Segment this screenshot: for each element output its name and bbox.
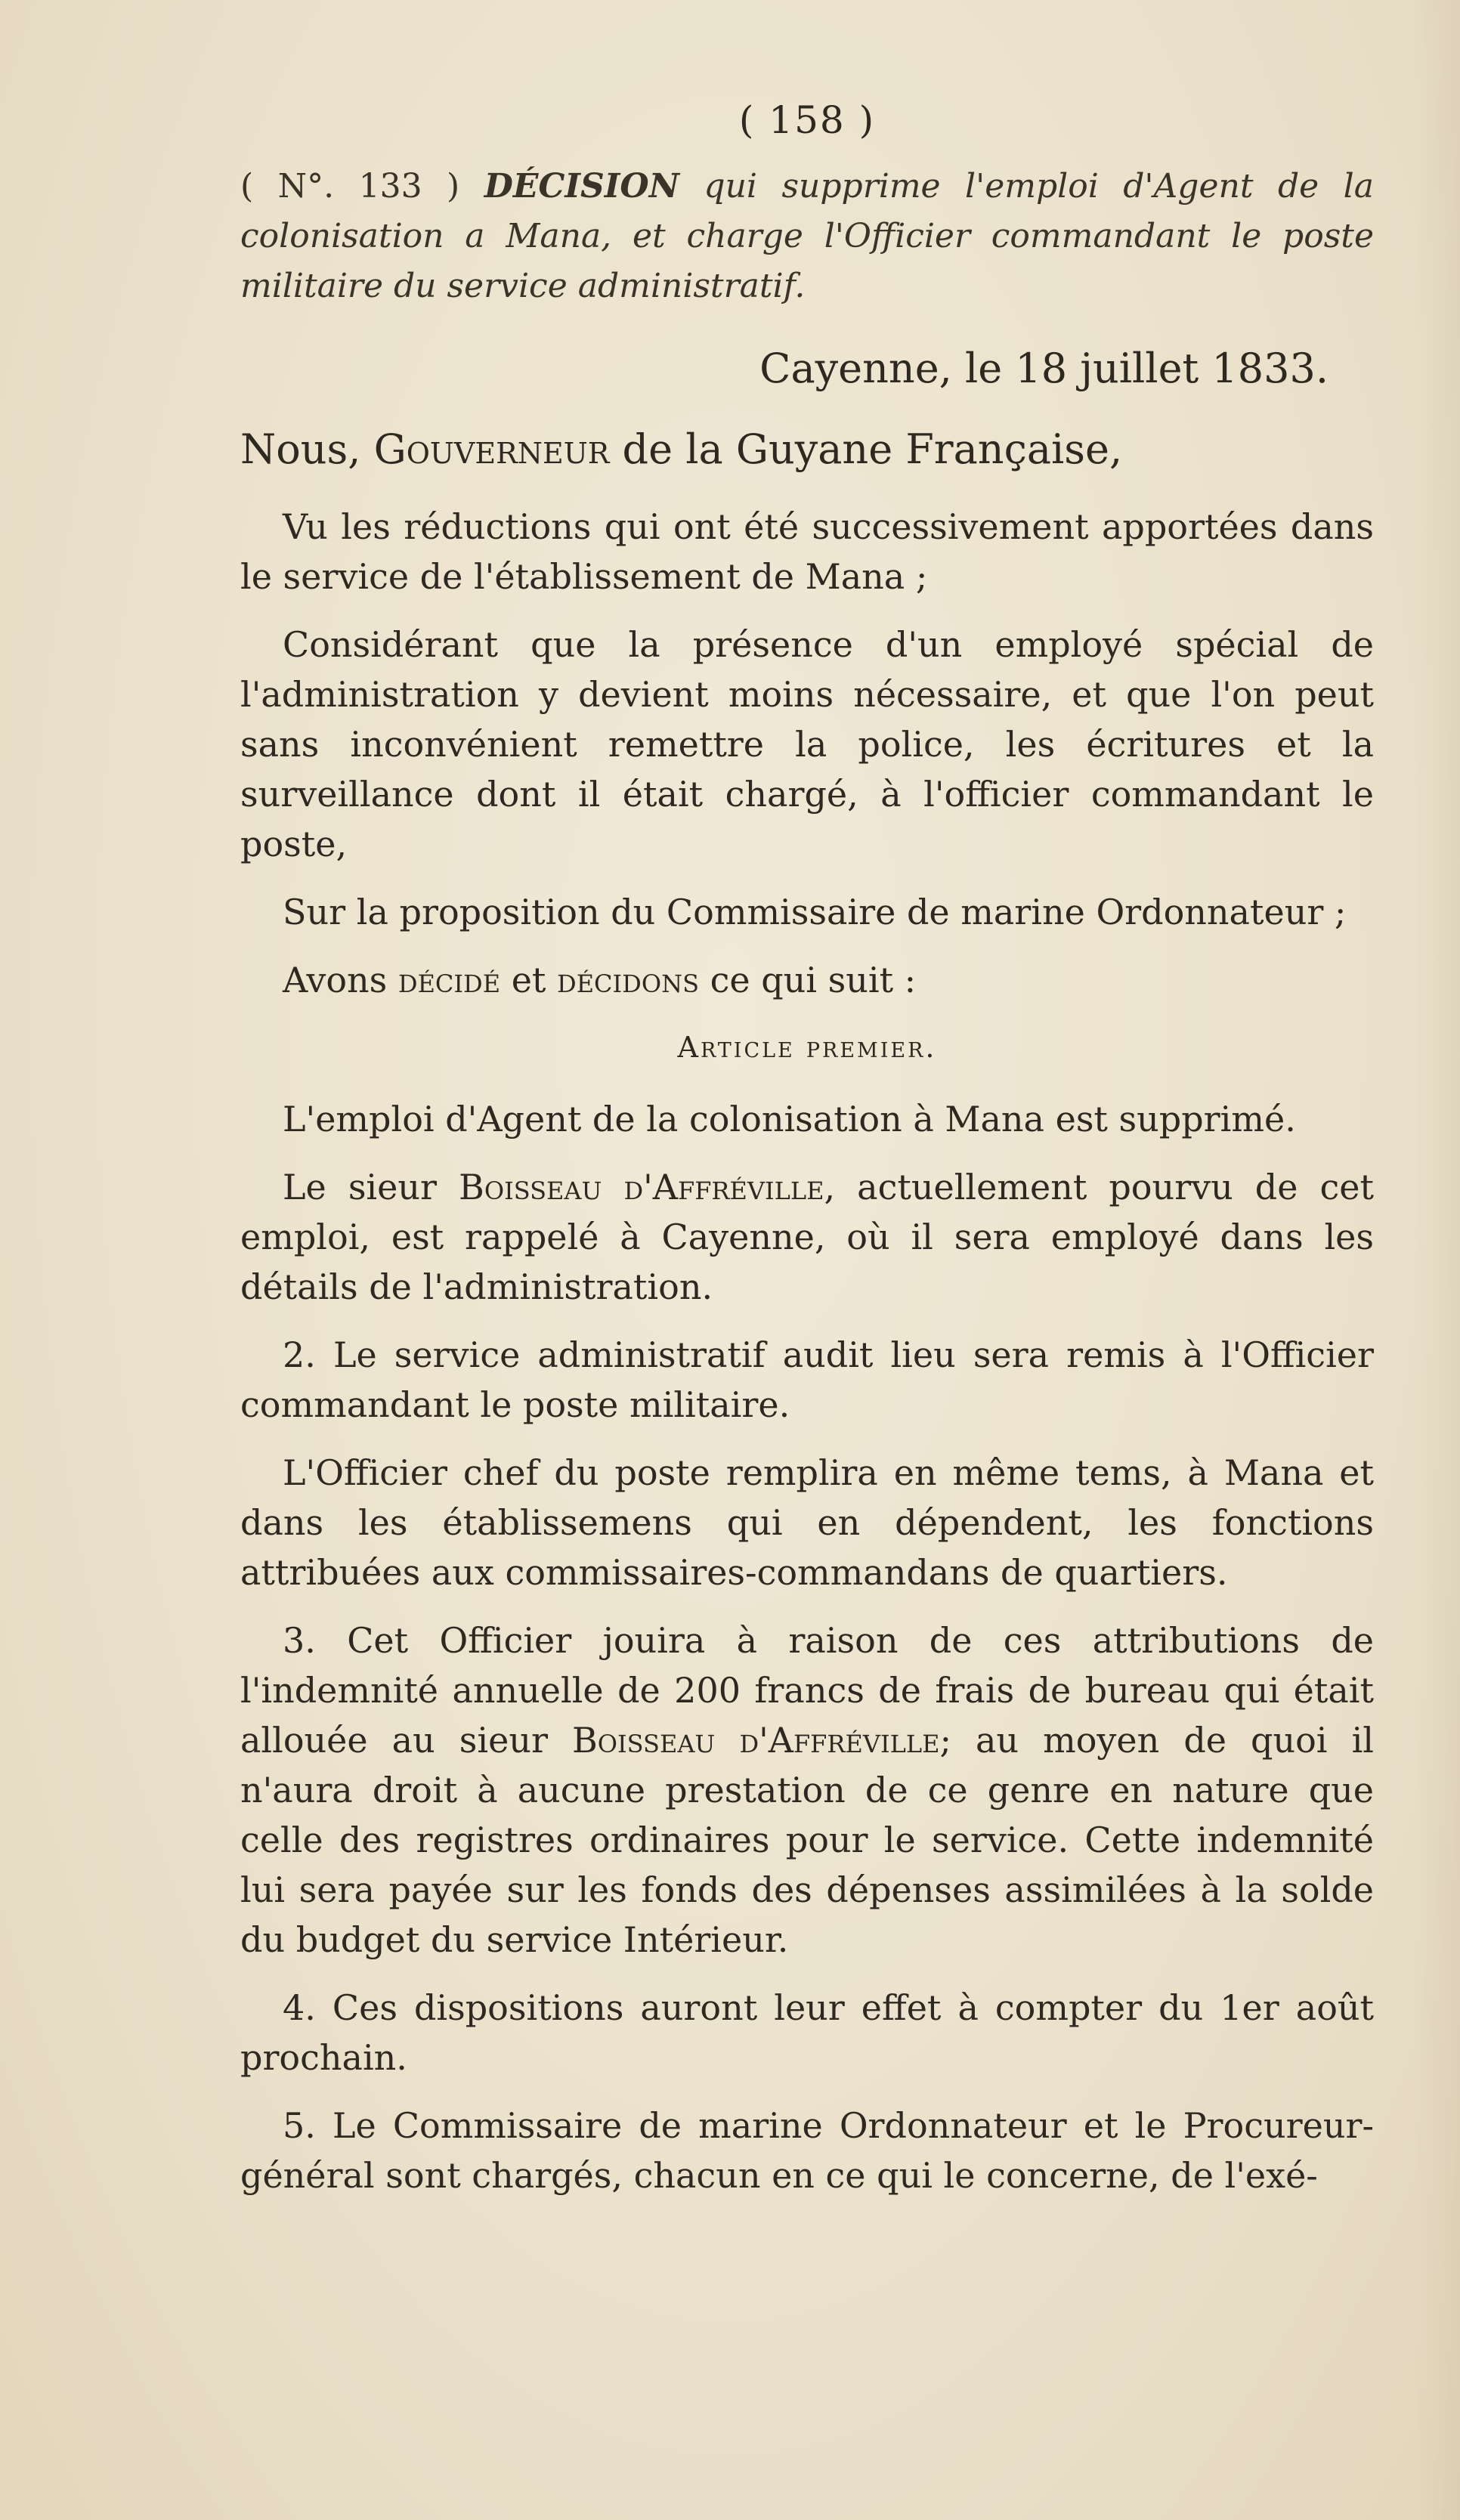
avons-word: Avons [283, 960, 388, 1000]
decision-keyword: DÉCISION [484, 167, 679, 206]
address-rest: de la Guyane Française, [622, 425, 1123, 473]
suit-phrase: ce qui suit : [710, 960, 917, 1000]
paragraph-considerant: Considérant que la présence d'un employé spécial de l'administration y devient moins nécessaire, et que l'on peut sans inconvénient remettre la police, les écritures et la surveillance dont il était chargé, à l'officier commandant le poste, [240, 624, 1374, 864]
decide-word: décidé [397, 960, 501, 1000]
et-word: et [511, 960, 546, 1000]
dateline: Cayenne, le 18 juillet 1833. [759, 345, 1329, 392]
decision-summary: qui supprime l'emploi d'Agent de la colonisation a Mana, et charge l'Officier commandant le poste militaire du service administratif. [240, 167, 1374, 305]
page-content [240, 98, 1374, 2219]
address-line [240, 425, 1374, 473]
article-2-paragraph-2: L'Officier chef du poste remplira en même tems, à Mana et dans les établissemens qui en dépendent, les fonctions attribuées aux commissaires-commandans de quartiers. [240, 1452, 1374, 1593]
article-2: 2. Le service administratif audit lieu sera remis à l'Officier commandant le poste militaire. [240, 1334, 1374, 1425]
paragraph-avons [240, 955, 1374, 1005]
a1-after: , actuellement pourvu de cet emploi, est rappelé à Cayenne, où il sera employé dans les détails de l'administration. [240, 1167, 1374, 1307]
article-1-paragraph-2 [240, 1162, 1374, 1312]
paragraph-proposition: Sur la proposition du Commissaire de marine Ordonnateur ; [283, 892, 1347, 932]
article-5: 5. Le Commissaire de marine Ordonnateur et le Procureur-général sont chargés, chacun en ce qui le concerne, de l'exé- [240, 2105, 1374, 2196]
a3-name: Boisseau d'Affréville [572, 1720, 940, 1761]
article-3 [240, 1616, 1374, 1965]
decision-heading [240, 162, 1374, 311]
a1-name: Boisseau d'Affréville [459, 1167, 824, 1207]
address-title: Gouverneur [373, 425, 610, 473]
a1-before: Le sieur [283, 1167, 437, 1207]
page-edge-shadow [1415, 0, 1460, 2520]
address-nous: Nous, [240, 425, 361, 473]
decision-number: ( N°. 133 ) [240, 167, 460, 206]
article-1-paragraph-1: L'emploi d'Agent de la colonisation à Mana est supprimé. [283, 1099, 1296, 1139]
article-title: Article premier. [677, 1031, 937, 1064]
page-number: ( 158 ) [738, 98, 876, 142]
paragraph-vu: Vu les réductions qui ont été successivement apportées dans le service de l'établissement de Mana ; [240, 506, 1374, 597]
a3-before: 3. Cet Officier jouira à raison de ces attributions de l'indemnité annuelle de 200 francs de frais de bureau qui était allouée au sieur [240, 1620, 1374, 1761]
a3-after: ; au moyen de quoi il n'aura droit à aucune prestation de ce genre en nature que celle des registres ordinaires pour le service. Cette indemnité lui sera payée sur les fonds des dépenses assimilées à la solde du budget du service Intérieur. [240, 1720, 1374, 1960]
decidons-word: décidons [557, 960, 699, 1000]
article-4: 4. Ces dispositions auront leur effet à compter du 1er août prochain. [240, 1987, 1374, 2078]
